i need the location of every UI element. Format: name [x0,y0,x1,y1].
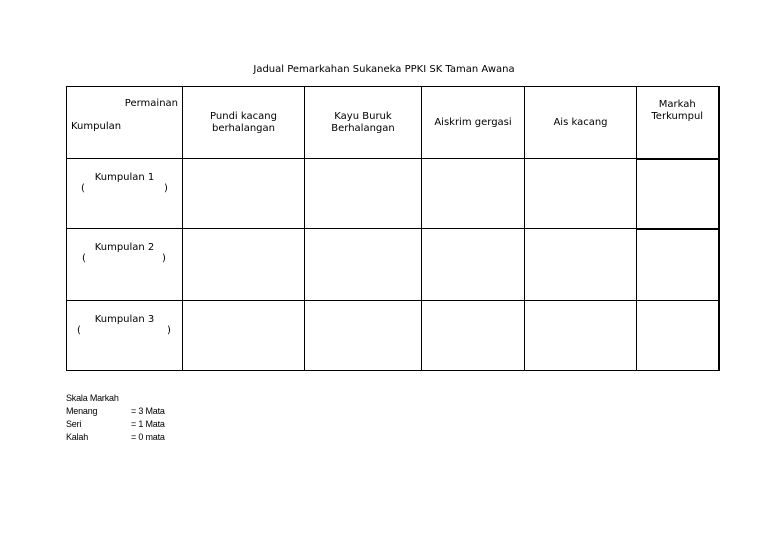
score-cell[interactable] [525,159,637,229]
score-cell[interactable] [525,301,637,371]
scale-item-label: Seri [66,419,82,429]
scale-item-label: Kalah [66,432,89,442]
group-name: Kumpulan 1 [94,172,155,183]
scale-item [66,418,165,431]
score-scale [66,392,165,444]
group-axis-label: Kumpulan [71,121,122,132]
group-note-open: ( [82,253,86,264]
group-note-open: ( [81,183,85,194]
group-note-close: ) [162,253,166,264]
total-cell[interactable] [637,229,719,301]
corner-header-cell [67,87,183,159]
game-header-1: Pundi kacang berhalangan [183,87,305,159]
group-cell-3 [67,301,183,371]
score-cell[interactable] [422,229,525,301]
scale-item-value: = 3 Mata [131,406,165,416]
table-row [67,301,719,371]
group-note-close: ) [164,183,168,194]
scale-heading: Skala Markah [66,393,119,403]
group-name: Kumpulan 2 [94,242,155,253]
score-cell[interactable] [305,301,422,371]
table-row [67,159,719,229]
score-cell[interactable] [305,229,422,301]
score-cell[interactable] [525,229,637,301]
scale-item [66,431,165,444]
game-header-2: Kayu Buruk Berhalangan [305,87,422,159]
total-score-header: Markah Terkumpul [637,87,719,159]
table-row [67,229,719,301]
score-cell[interactable] [183,159,305,229]
scale-item-value: = 0 mata [131,432,165,442]
score-cell[interactable] [183,301,305,371]
score-cell[interactable] [422,301,525,371]
scale-item [66,405,165,418]
total-cell[interactable] [637,159,719,229]
game-axis-label: Permainan [124,98,178,109]
score-table [66,86,720,371]
group-name: Kumpulan 3 [94,314,155,325]
group-note-open: ( [77,325,81,336]
scale-item-label: Menang [66,406,98,416]
score-cell[interactable] [183,229,305,301]
page-title: Jadual Pemarkahan Sukaneka PPKI SK Taman Awana [253,64,515,75]
group-cell-2 [67,229,183,301]
scale-item-value: = 1 Mata [131,419,165,429]
header-row [67,87,719,159]
total-cell[interactable] [637,301,719,371]
group-note-close: ) [167,325,171,336]
group-cell-1 [67,159,183,229]
score-cell[interactable] [305,159,422,229]
game-header-3: Aiskrim gergasi [422,87,525,159]
game-header-4: Ais kacang [525,87,637,159]
score-cell[interactable] [422,159,525,229]
